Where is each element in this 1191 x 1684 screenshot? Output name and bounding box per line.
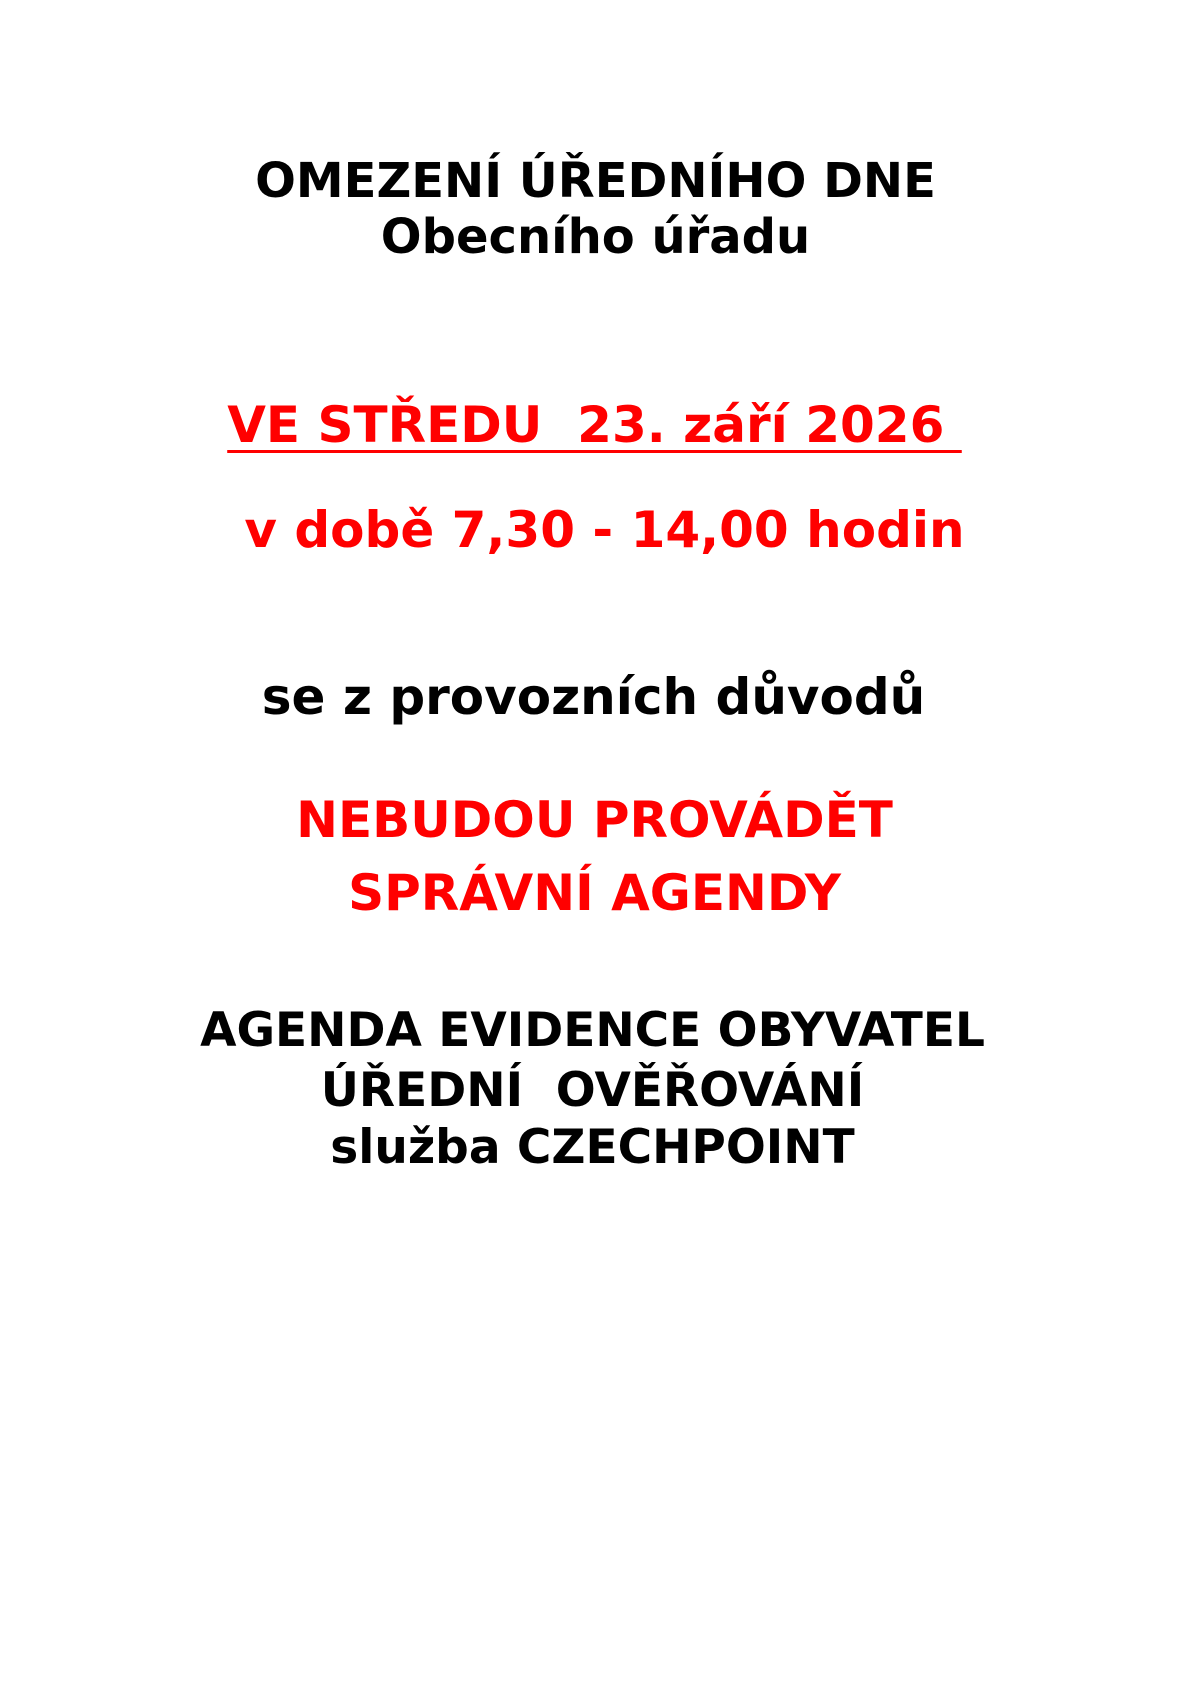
notice-title-line-1: OMEZENÍ ÚŘEDNÍHO DNE xyxy=(255,153,936,209)
notice-date: VE STŘEDU 23. září 2026 xyxy=(227,396,962,454)
notice-title-line-2: Obecního úřadu xyxy=(380,209,811,265)
notice-time: v době 7,30 - 14,00 hodin xyxy=(244,501,965,559)
notice-agenda-line-2: ÚŘEDNÍ OVĚŘOVÁNÍ xyxy=(320,1063,865,1118)
notice-warning-line-1: NEBUDOU PROVÁDĚT xyxy=(296,791,893,849)
notice-reason: se z provozních důvodů xyxy=(261,668,926,726)
notice-warning-line-2: SPRÁVNÍ AGENDY xyxy=(348,864,841,922)
notice-agenda-line-1: AGENDA EVIDENCE OBYVATEL xyxy=(200,1003,985,1058)
notice-agenda-line-3: služba CZECHPOINT xyxy=(330,1120,855,1175)
